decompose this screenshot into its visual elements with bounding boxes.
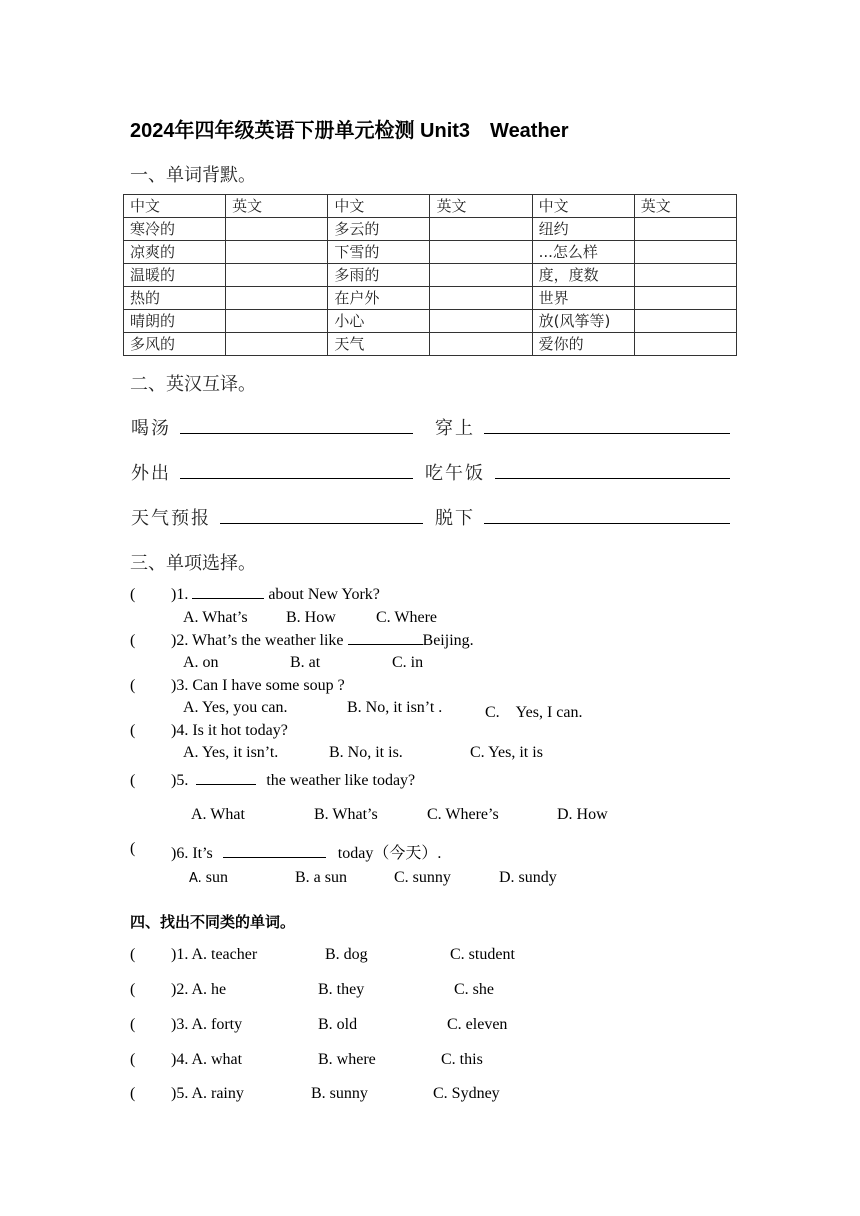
table-row	[124, 218, 737, 241]
answer-paren[interactable]: (	[130, 981, 136, 998]
chinese-word-cell: 在户外	[328, 287, 430, 310]
question-text: )2. What’s the weather like	[171, 632, 348, 649]
odd-one-out-item: )5. A. rainy	[171, 1085, 244, 1102]
table-row	[124, 310, 737, 333]
table-header-cell: 英文	[430, 195, 532, 218]
chinese-word-cell: 凉爽的	[124, 241, 226, 264]
chinese-word-cell: 多云的	[328, 218, 430, 241]
section3-heading: 三、单项选择。	[130, 553, 256, 574]
english-answer-cell[interactable]	[634, 310, 736, 333]
answer-paren[interactable]: (	[130, 1085, 136, 1102]
option-a: A. Yes, it isn’t.	[183, 744, 279, 761]
english-answer-cell[interactable]	[226, 218, 328, 241]
odd-one-out-item: )2. A. he	[171, 981, 227, 998]
option-text: sun	[205, 869, 229, 886]
table-row	[124, 241, 737, 264]
option-c: C. in	[392, 654, 424, 671]
option-a: A. What’s	[183, 609, 248, 626]
odd-one-out-item: )4. A. what	[171, 1051, 243, 1068]
chinese-word-cell: 小心	[328, 310, 430, 333]
table-header-cell: 中文	[328, 195, 430, 218]
answer-paren[interactable]: (	[130, 1051, 136, 1068]
option-b: B. they	[318, 981, 365, 998]
page-title: 2024年四年级英语下册单元检测 Unit3 Weather	[130, 120, 569, 142]
chinese-word-cell: 热的	[124, 287, 226, 310]
translation-prompt: 喝汤	[131, 418, 171, 439]
chinese-word-cell: 爱你的	[532, 333, 634, 356]
option-d: D. sundy	[499, 869, 557, 886]
option-a: A. Yes, you can.	[183, 699, 288, 716]
english-answer-cell[interactable]	[634, 264, 736, 287]
option-b: B. where	[318, 1051, 376, 1068]
chinese-word-cell: 温暖的	[124, 264, 226, 287]
option-b: B. at	[290, 654, 321, 671]
answer-blank[interactable]	[223, 857, 326, 858]
option-c: C. sunny	[394, 869, 451, 886]
question-3: )3. Can I have some soup ?	[171, 677, 345, 694]
question-4: )4. Is it hot today?	[171, 722, 288, 739]
question-5	[171, 772, 415, 790]
translation-prompt: 脱下	[435, 508, 475, 529]
answer-line[interactable]	[495, 478, 730, 479]
section4-heading: 四、找出不同类的单词。	[130, 913, 296, 931]
option-b: B. No, it isn’t .	[347, 699, 443, 716]
question-2	[171, 632, 474, 650]
option-c: C. Where	[376, 609, 438, 626]
english-answer-cell[interactable]	[226, 333, 328, 356]
answer-blank[interactable]	[192, 598, 264, 599]
english-answer-cell[interactable]	[634, 287, 736, 310]
answer-paren[interactable]: (	[130, 677, 136, 694]
chinese-word-cell: 天气	[328, 333, 430, 356]
chinese-word-cell: 下雪的	[328, 241, 430, 264]
answer-paren[interactable]: (	[130, 946, 136, 963]
english-answer-cell[interactable]	[226, 264, 328, 287]
chinese-word-cell: 纽约	[532, 218, 634, 241]
english-answer-cell[interactable]	[430, 333, 532, 356]
option-a: A. What	[191, 806, 245, 823]
answer-paren[interactable]: (	[130, 586, 136, 603]
question-1	[171, 586, 380, 604]
translation-prompt: 外出	[131, 463, 171, 484]
option-b: B. sunny	[311, 1085, 368, 1102]
option-c: C. Sydney	[433, 1085, 500, 1102]
option-b: B. old	[318, 1016, 358, 1033]
answer-line[interactable]	[484, 433, 730, 434]
table-header-cell: 中文	[532, 195, 634, 218]
answer-paren[interactable]: (	[130, 722, 136, 739]
odd-one-out-item: )1. A. teacher	[171, 946, 258, 963]
question-text: Beijing.	[422, 632, 474, 649]
answer-line[interactable]	[220, 523, 423, 524]
table-row	[124, 264, 737, 287]
translation-prompt: 穿上	[435, 418, 475, 439]
option-d: D. How	[557, 806, 608, 823]
table-header-cell: 英文	[226, 195, 328, 218]
question-text: about New York?	[264, 586, 380, 603]
odd-one-out-item: )3. A. forty	[171, 1016, 243, 1033]
option-c: C. Yes, it is	[470, 744, 543, 761]
option-letter: A.	[189, 871, 202, 886]
question-text: )6. It’s	[171, 845, 217, 862]
answer-line[interactable]	[180, 478, 413, 479]
answer-line[interactable]	[484, 523, 730, 524]
english-answer-cell[interactable]	[430, 218, 532, 241]
english-answer-cell[interactable]	[634, 333, 736, 356]
section1-heading: 一、单词背默。	[130, 165, 256, 186]
translation-prompt: 天气预报	[131, 508, 211, 529]
section2-heading: 二、英汉互译。	[130, 374, 256, 395]
question-text: today（今天）.	[333, 845, 442, 862]
chinese-word-cell: 度，度数	[532, 264, 634, 287]
english-answer-cell[interactable]	[430, 287, 532, 310]
option-c: C. Where’s	[427, 806, 499, 823]
english-answer-cell[interactable]	[634, 241, 736, 264]
option-c: C. she	[454, 981, 494, 998]
chinese-word-cell: 世界	[532, 287, 634, 310]
option-b: B. dog	[325, 946, 368, 963]
english-answer-cell[interactable]	[634, 218, 736, 241]
english-answer-cell[interactable]	[226, 287, 328, 310]
english-answer-cell[interactable]	[226, 310, 328, 333]
chinese-word-cell: 寒冷的	[124, 218, 226, 241]
answer-blank[interactable]	[348, 644, 423, 645]
option-c: C. eleven	[447, 1016, 508, 1033]
table-header-row	[124, 195, 737, 218]
option-c: C. this	[441, 1051, 483, 1068]
question-text: )1.	[171, 586, 193, 603]
answer-paren[interactable]: (	[130, 840, 136, 857]
question-text: )5.	[171, 772, 193, 789]
option-b: B. What’s	[314, 806, 378, 823]
option-b: B. How	[286, 609, 336, 626]
chinese-word-cell: 晴朗的	[124, 310, 226, 333]
option-c: C. student	[450, 946, 515, 963]
chinese-word-cell: 多雨的	[328, 264, 430, 287]
chinese-word-cell: ...怎么样	[532, 241, 634, 264]
translation-prompt: 吃午饭	[425, 463, 485, 484]
table-row	[124, 287, 737, 310]
answer-paren[interactable]: (	[130, 772, 136, 789]
option-a	[189, 869, 228, 887]
vocab-table	[123, 194, 737, 356]
english-answer-cell[interactable]	[226, 241, 328, 264]
english-answer-cell[interactable]	[430, 241, 532, 264]
answer-paren[interactable]: (	[130, 632, 136, 649]
chinese-word-cell: 放(风筝等)	[532, 310, 634, 333]
option-b: B. No, it is.	[329, 744, 403, 761]
option-a: A. on	[183, 654, 219, 671]
answer-line[interactable]	[180, 433, 413, 434]
question-text: the weather like today?	[262, 772, 416, 789]
table-row	[124, 333, 737, 356]
option-b: B. a sun	[295, 869, 347, 886]
table-header-cell: 中文	[124, 195, 226, 218]
answer-paren[interactable]: (	[130, 1016, 136, 1033]
table-header-cell: 英文	[634, 195, 736, 218]
answer-blank[interactable]	[196, 784, 256, 785]
question-6	[171, 840, 441, 863]
chinese-word-cell: 多风的	[124, 333, 226, 356]
option-c: C. Yes, I can.	[485, 704, 583, 721]
english-answer-cell[interactable]	[430, 310, 532, 333]
english-answer-cell[interactable]	[430, 264, 532, 287]
